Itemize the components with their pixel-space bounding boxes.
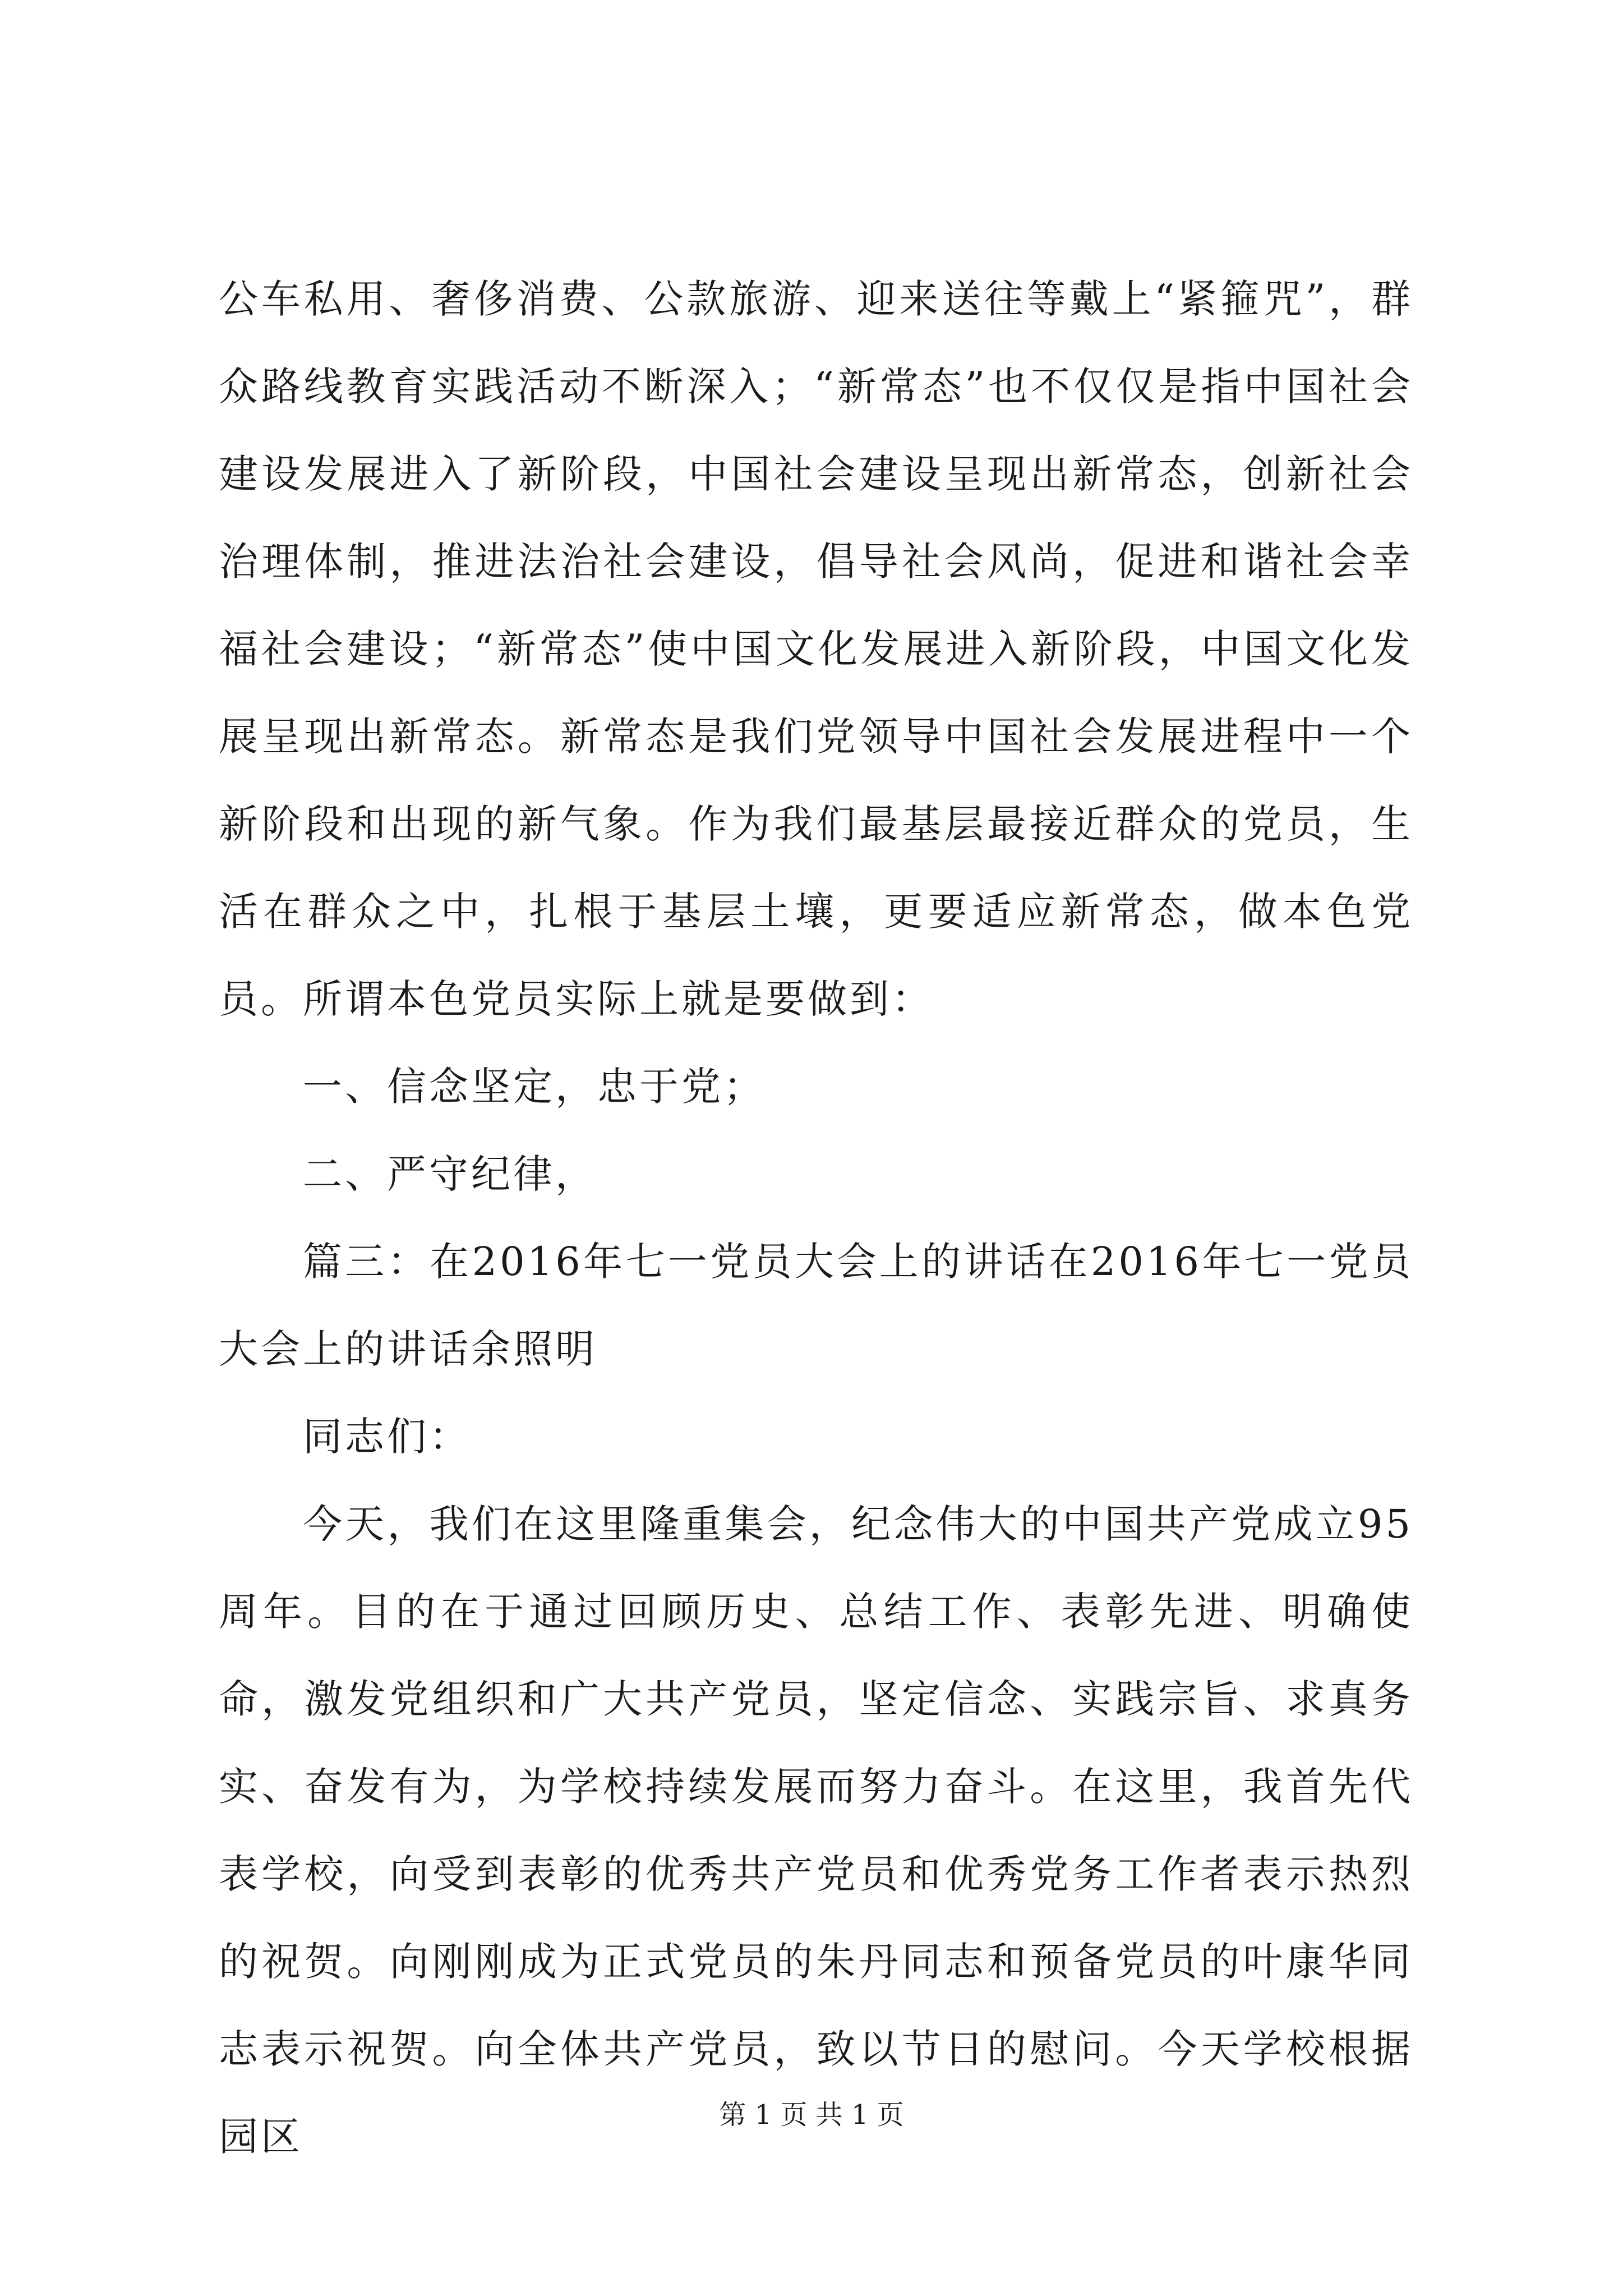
section-heading: 篇三：在2016年七一党员大会上的讲话在2016年七一党员大会上的讲话余照明 [219,1239,1413,1372]
salutation: 同志们： [303,1414,471,1460]
page-footer: 第 1 页 共 1 页 [719,2099,904,2131]
body-paragraph-1: 公车私用、奢侈消费、公款旅游、迎来送往等戴上“紧箍咒”，群众路线教育实践活动不断深入；“新常态”也不仅仅是指中国社会建设发展进入了新阶段，中国社会建设呈现出新常态，创新社会治理体制，推进法治社会建设，倡导社会风尚，促进和谐社会幸福社会建设；“新常态”使中国文化发展进入新阶段，中国文化发展呈现出新常态。新常态是我们党领导中国社会发展进程中一个新阶段和出现的新气象。作为我们最基层最接近群众的党员，生活在群众之中，扎根于基层土壤，更要适应新常态，做本色党员。所谓本色党员实际上就是要做到： [219,276,1413,1022]
document-body [219,255,1413,2180]
list-item-1: 一、信念坚定，忠于党； [303,1064,766,1110]
body-paragraph-2: 今天，我们在这里隆重集会，纪念伟大的中国共产党成立95周年。目的在于通过回顾历史、总结工作、表彰先进、明确使命，激发党组织和广大共产党员，坚定信念、实践宗旨、求真务实、奋发有为，为学校持续发展而努力奋斗。在这里，我首先代表学校，向受到表彰的优秀共产党员和优秀党务工作者表示热烈的祝贺。向刚刚成为正式党员的朱丹同志和预备党员的叶康华同志表示祝贺。向全体共产党员，致以节日的慰问。今天学校根据园区 [219,1501,1413,2160]
list-item-2: 二、严守纪律， [303,1151,597,1197]
